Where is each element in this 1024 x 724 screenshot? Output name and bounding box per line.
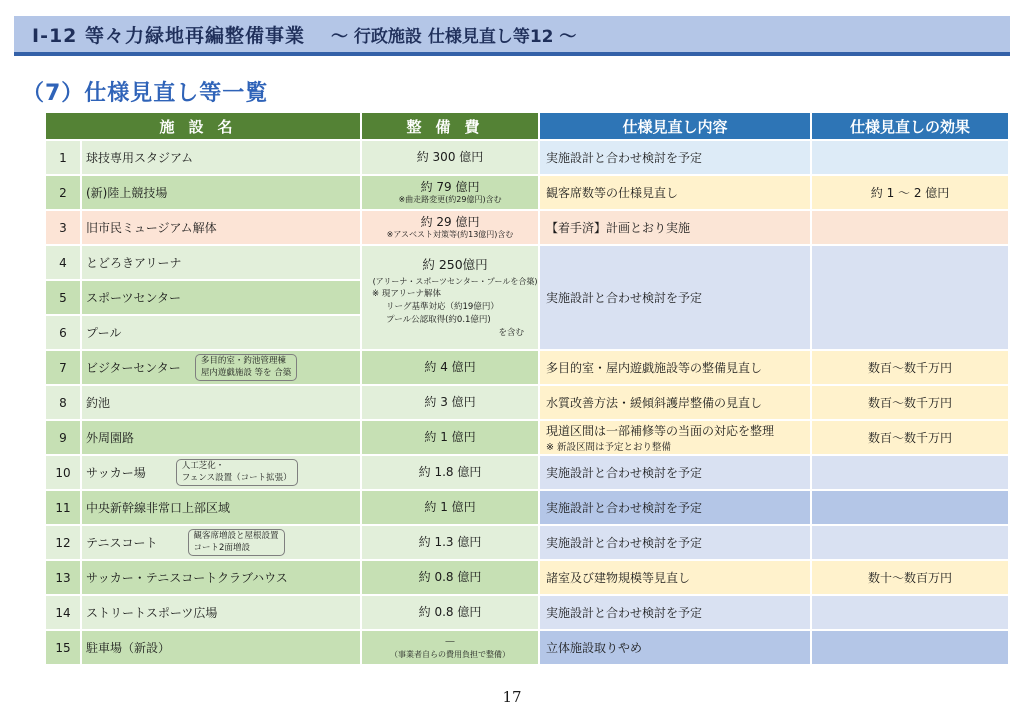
review-content: 実施設計と合わせ検討を予定 [540,491,810,524]
review-content: 実施設計と合わせ検討を予定 [540,141,810,174]
cost-value: 約 1.8 億円 [362,456,538,489]
facility-name: 釣池 [82,386,360,419]
table-row [46,631,1008,664]
review-effect: 数百～数千万円 [812,421,1008,454]
cost-value: 約 1 億円 [362,491,538,524]
cost-value: 約 79 億円 [420,179,480,194]
table-row [46,176,1008,209]
review-effect [812,596,1008,629]
facility-name: ストリートスポーツ広場 [82,596,360,629]
facility-name: (新)陸上競技場 [82,176,360,209]
cost-value: 約 0.8 億円 [362,561,538,594]
facility-tag-line: 多目的室・釣池管理棟 [200,356,286,367]
header-content: 仕様見直し内容 [540,113,810,139]
review-content: 観客席数等の仕様見直し [540,176,810,209]
review-content: 水質改善方法・緩傾斜護岸整備の見直し [540,386,810,419]
review-effect [812,456,1008,489]
cost-cell [362,176,538,209]
header-title: I-12 等々力緑地再編整備事業 [32,24,306,47]
header-subtitle: ～ 行政施設 仕様見直し等12 ～ [331,26,577,47]
cost-cell [362,211,538,244]
row-number: 3 [46,211,80,244]
row-number: 8 [46,386,80,419]
facility-tag-line: コート2面増設 [193,542,250,553]
facility-name: 駐車場（新設） [82,631,360,664]
facility-tag [188,529,285,556]
table-row [46,141,1008,174]
review-content: 諸室及び建物規模等見直し [540,561,810,594]
cost-value: 約 29 億円 [420,214,480,229]
row-number: 11 [46,491,80,524]
cost-note: プール公認取得(約0.1億円) [386,314,491,325]
cost-cell [362,631,538,664]
facility-tag-line: 観客席増設と屋根設置 [193,531,279,542]
table-row [46,421,1008,454]
cost-note: を含む [498,327,525,338]
review-content: 多目的室・屋内遊戯施設等の整備見直し [540,351,810,384]
row-number: 12 [46,526,80,559]
cost-value: 約 300 億円 [362,141,538,174]
table-row [46,456,1008,489]
table-row [46,491,1008,524]
table-row [46,211,1008,244]
row-number: 5 [46,281,80,314]
cost-value: 約 3 億円 [362,386,538,419]
review-content: 実施設計と合わせ検討を予定 [540,456,810,489]
facility-name: ビジターセンター [86,361,181,375]
review-effect [812,211,1008,244]
facility-tag-line: 人工芝化・ [181,461,225,472]
spec-table [44,111,1010,666]
cost-value: 約 250億円 [422,256,488,272]
review-effect [812,491,1008,524]
cost-note: ※曲走路変更(約29億円)含む [398,194,502,204]
row-number: 9 [46,421,80,454]
facility-tag [195,354,297,381]
facility-name-cell [82,526,360,559]
review-effect: 数百～数千万円 [812,386,1008,419]
merged-cost-cell [362,246,538,349]
review-effect [812,631,1008,664]
review-effect [812,246,1008,349]
review-effect [812,141,1008,174]
row-number: 2 [46,176,80,209]
header-facility: 施設名 [46,113,360,139]
row-number: 7 [46,351,80,384]
row-number: 1 [46,141,80,174]
cost-value: － [444,634,457,649]
review-content: 実施設計と合わせ検討を予定 [540,246,810,349]
review-content: 【着手済】計画とおり実施 [540,211,810,244]
facility-name: サッカー場 [86,466,146,480]
cost-value: 約 4 億円 [362,351,538,384]
facility-name-cell [82,456,360,489]
table-row [46,386,1008,419]
facility-tag-line: 屋内遊戯施設 等を 合築 [200,367,292,378]
facility-name: 旧市民ミュージアム解体 [82,211,360,244]
cost-note: （事業者自らの費用負担で整備） [390,649,511,659]
cost-note: (アリーナ・スポーツセンター・プールを合築) [372,277,538,287]
row-number: 14 [46,596,80,629]
review-content: 現道区間は一部補修等の当面の対応を整理 [546,424,775,438]
review-content: 実施設計と合わせ検討を予定 [540,526,810,559]
facility-name: とどろきアリーナ [82,246,360,279]
facility-name: テニスコート [86,536,158,550]
facility-name: 中央新幹線非常口上部区域 [82,491,360,524]
table-row [46,561,1008,594]
cost-note: ※アスベスト対策等(約13億円)含む [386,229,514,239]
row-number: 13 [46,561,80,594]
table-header-row [46,113,1008,139]
review-content-cell [540,421,810,454]
cost-value: 約 1.3 億円 [362,526,538,559]
facility-name: サッカー・テニスコートクラブハウス [82,561,360,594]
review-content: 立体施設取りやめ [540,631,810,664]
review-content-note: ※ 新設区間は予定とおり整備 [546,442,671,453]
facility-name-cell [82,351,360,384]
table-row [46,246,1008,279]
cost-value: 約 1 億円 [362,421,538,454]
cost-note: リーグ基準対応（約19億円） [386,302,499,313]
facility-name: 外周園路 [82,421,360,454]
page-number: 17 [502,688,522,706]
facility-tag-line: フェンス設置（コート拡張） [181,472,292,483]
row-number: 6 [46,316,80,349]
facility-name: スポーツセンター [82,281,360,314]
row-number: 15 [46,631,80,664]
facility-name: 球技専用スタジアム [82,141,360,174]
header-cost: 整備費 [362,113,538,139]
facility-name: プール [82,316,360,349]
merged-cost-note [362,256,538,340]
review-effect: 数十～数百万円 [812,561,1008,594]
facility-tag [176,459,298,486]
table-row [46,351,1008,384]
review-effect: 約 1 ～ 2 億円 [812,176,1008,209]
header-effect: 仕様見直しの効果 [812,113,1008,139]
cost-note: ※ 現アリーナ解体 [372,289,442,300]
review-effect [812,526,1008,559]
row-number: 10 [46,456,80,489]
table-row [46,596,1008,629]
cost-value: 約 0.8 億円 [362,596,538,629]
review-effect: 数百～数千万円 [812,351,1008,384]
section-title: （7）仕様見直し等一覧 [22,81,269,106]
row-number: 4 [46,246,80,279]
review-content: 実施設計と合わせ検討を予定 [540,596,810,629]
header-band [14,16,1010,56]
table-row [46,526,1008,559]
